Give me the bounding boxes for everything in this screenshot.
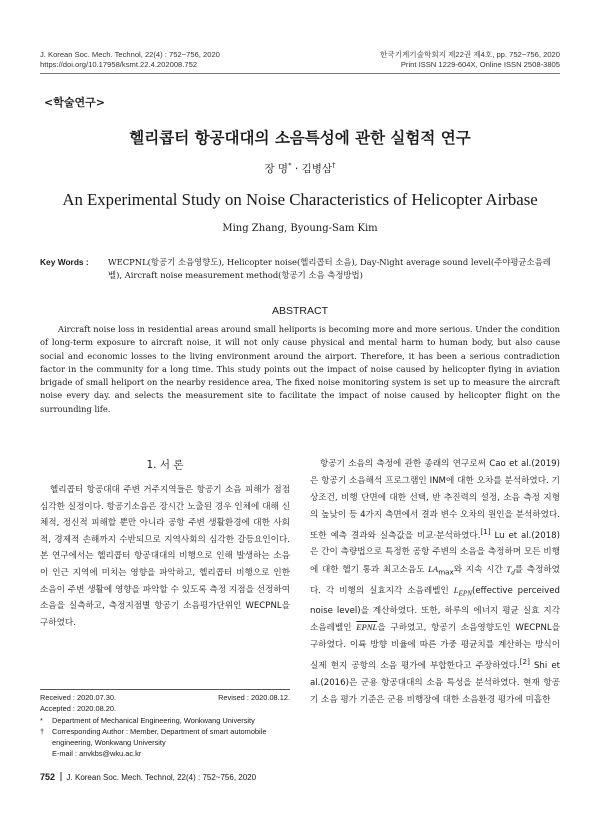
footnote-affiliations: [40, 715, 290, 759]
journal-citation: J. Korean Soc. Mech. Technol, 22(4) : 752~756, 2020: [40, 50, 220, 59]
symbol-lepn: L: [453, 584, 459, 595]
journal-citation-ko: 한국기계기술학회지 제22권 제4호, pp. 752~756, 2020: [379, 50, 560, 59]
running-header-right: [380, 50, 560, 70]
symbol-td-subscript: d: [511, 569, 515, 578]
text-run: 항공기 소음의 측정에 관한 종래의 연구로써 Cao et al.(2019)은 항공기 소음해석 프로그램인 INM에 대한 오차를 분석하였다. 기상조건, 비행 단면에 대한 선택, 반 추진력의 설정, 소음 측정 지형의 높낮이 등 4가지 측면에서 결과 변수 오차의 원인을 분석하였다. 또한 예측 결과와 실측값을 비교·분석하였다.: [310, 459, 560, 541]
corresponding-author: Corresponding Author : Member, Department of smart automobile engineering, Wonkwang University: [52, 727, 267, 747]
footnote-mark: †: [40, 727, 45, 736]
keywords-block: [40, 256, 560, 281]
affiliation-1: Department of Mechanical Engineering, Wonkwang University: [52, 716, 255, 725]
abstract-text: Aircraft noise loss in residential areas around small heliports is becoming more and more serious. Under the condition of long-term exposure to aircraft noise, it will not only cause physical and mental harm to human body, but also cause social and economic losses to the living environment around the airport. Therefore, it has been a serious contradiction factor in the community for a long time. This study points out the impact of noise caused by helicopter flying in aviation brigade of small heliport on the nearby residence area, The fixed noise monitoring system is set up to measure the aircraft noise every day. and selects the measurement site to facilitate the impact of noise caused by helicopter flight on the surrounding life.: [40, 324, 560, 414]
page-footer: [40, 772, 256, 782]
authors-korean: [40, 161, 560, 176]
email-address[interactable]: E-mail : anvkbs@wku.ac.kr: [52, 749, 142, 758]
author-separator: ·: [291, 163, 302, 175]
footnote-divider: [40, 689, 290, 690]
author-1: 장 명: [264, 163, 289, 175]
footnote-dates: [40, 692, 290, 714]
article-type-label: <학술연구>: [44, 96, 105, 109]
page-number: 752: [40, 772, 56, 782]
footnote-mark: *: [40, 716, 43, 725]
text-run: (effective perceived noise level)을 계산하였다. 또한, 하루의 에너지 평균 실효 지각 소음레벨인: [310, 585, 560, 634]
author-2: 김병삼: [301, 163, 333, 175]
issn-line: Print ISSN 1229-604X, Online ISSN 2508-3805: [400, 60, 560, 69]
keywords-text: WECPNL(항공기 소음영향도), Helicopter noise(헬리콥터 소음), Day-Night average sound level(주야평균소음레벨), Aircraft noise measurement method(항공기 소음 측정방법): [108, 257, 551, 280]
header-divider: [40, 73, 560, 74]
text-run: 와 지속 시간: [453, 565, 507, 576]
paper-title-english: An Experimental Study on Noise Characteristics of Helicopter Airbase: [62, 190, 538, 209]
introduction-paragraph: 헬리콥터 항공대대 주변 거주지역들은 항공기 소음 피해가 점점 심각한 실정이다. 항공기소음은 장시간 노출된 경우 인체에 대해 신체적, 정신적 피해할 뿐만 아니라 공항 주변 생활환경에 대한 사회적, 경제적 손해까지 수반되므로 지역사회의 심각한 갈등요인이다. 본 연구에서는 헬리콥터 항공대대의 비행으로 인해 발생하는 소음이 인근 지역에 미치는 영향을 파악하고, 헬리콥터 비행으로 인한 소음이 주변 생활에 영향을 파악할 수 있도록 측정 지점을 선정하여 소음을 실측하고, 측정지점별 항공기 소음평가단위인 WECPNL을 구하였다.: [40, 485, 290, 628]
symbol-la: LA: [428, 564, 439, 575]
symbol-la-subscript: max: [438, 568, 454, 578]
symbol-epnl: EPNL: [356, 622, 378, 633]
author-1-mark: *: [288, 161, 292, 170]
text-run: 를 측정하였다. 각 비행의 실효지각 소음레벨인: [310, 565, 560, 596]
symbol-lepn-subscript: EPN: [458, 589, 473, 598]
paper-title-korean: 헬리콥터 항공대대의 소음특성에 관한 실험적 연구: [129, 129, 471, 147]
right-column-paragraph: [310, 456, 560, 709]
running-header-left: [40, 50, 220, 70]
text-run: Shi et al.(2016)은 군용 항공대대의 소음 특성을 분석하였다. 현재 항공기 소음 평가 기준은 군용 비행장에 대한 소음환경 평가에 미흡한: [310, 661, 560, 705]
abstract-heading: ABSTRACT: [271, 305, 328, 317]
footnote-mark-spacer: [40, 748, 52, 759]
symbol-td: T: [506, 564, 512, 575]
text-run: Lu et al.(2018)은 간이 측량법으로 특정한 공항 주변의 소음을 측정하며 모든 비행에 대한 헬기 통과 최고소음도: [310, 530, 560, 576]
footer-divider: [60, 772, 62, 781]
accepted-date: Accepted : 2020.08.20.: [40, 704, 117, 713]
revised-date: Revised : 2020.08.12.: [218, 693, 290, 702]
doi-link[interactable]: https://doi.org/10.17958/ksmt.22.4.202008.752: [40, 60, 198, 69]
authors-english: Ming Zhang, Byoung-Sam Kim: [222, 223, 378, 234]
keywords-label: Key Words :: [40, 257, 89, 267]
section-heading-introduction: 1. 서 론: [146, 459, 184, 471]
citation-ref: [2]: [519, 657, 530, 667]
received-date: Received : 2020.07.30.: [40, 693, 117, 702]
footer-journal: J. Korean Soc. Mech. Technol, 22(4) : 752~756, 2020: [66, 773, 257, 782]
text-run: 을 구하였고, 항공기 소음영향도인 WECPNL을 구하였다. 이륙 방향 비율에 따른 가중 평균치를 계산하는 방식이 실제 현지 공항의 소음 평가에 부합한다고 주장하였다.: [310, 623, 560, 672]
citation-ref: [1]: [480, 526, 491, 536]
author-2-mark: †: [332, 161, 336, 170]
